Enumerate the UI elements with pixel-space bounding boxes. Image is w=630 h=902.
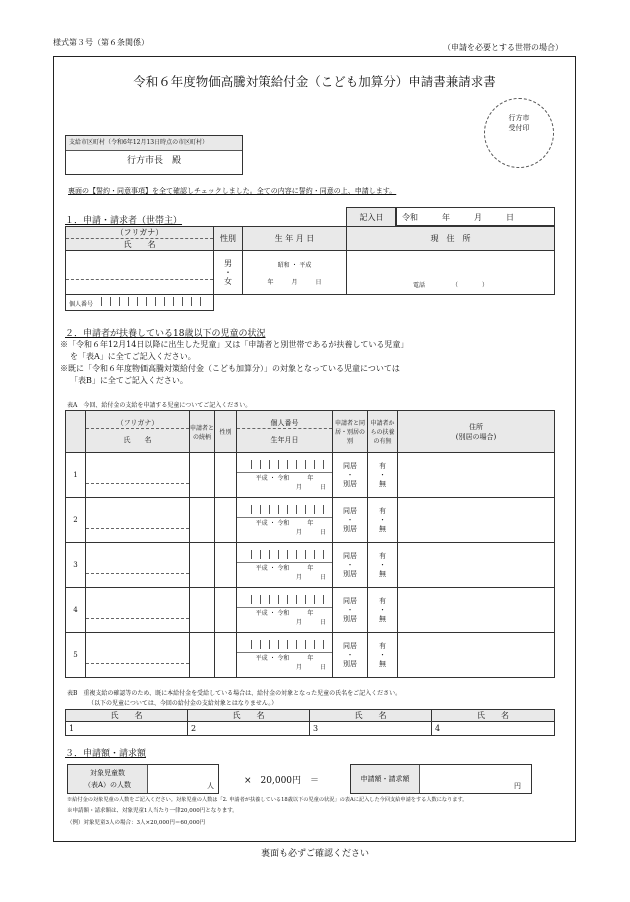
child-gender-field[interactable] bbox=[215, 498, 237, 543]
tableB-caption: 表B 重複支給の確認等のため、既に本給付金を受給している場合は、給付金の対象となった児童の氏名をご記入ください。 bbox=[67, 690, 402, 697]
child-relation-field[interactable] bbox=[190, 633, 215, 678]
child-count-box[interactable]: 対象児童数 （表A）の人数 人 bbox=[67, 764, 219, 794]
child-name-field[interactable] bbox=[86, 588, 190, 633]
page-title: 令和６年度物価高騰対策給付金（こども加算分）申請書兼請求書 bbox=[133, 74, 496, 89]
child-address-field[interactable] bbox=[398, 543, 555, 588]
support-field[interactable]: 有 ・ 無 bbox=[368, 453, 398, 498]
child-dob-field[interactable]: 平成 ・ 令和 年 月 日 bbox=[237, 543, 333, 588]
child-gender-field[interactable] bbox=[215, 588, 237, 633]
section3-note1: ※給付金の対象児童の人数をご記入ください。対象児童の人数は「2. 申請者が扶養している18歳以下の児童の状況」の表Aに記入した今回支給申請をする人数になります。 bbox=[67, 797, 468, 803]
child-dob-field[interactable]: 平成 ・ 令和 年 月 日 bbox=[237, 588, 333, 633]
form-number: 様式第３号（第６条関係） bbox=[53, 38, 149, 47]
support-field[interactable]: 有 ・ 無 bbox=[368, 633, 398, 678]
section2-note2b: 「表B」に全てご記入ください。 bbox=[70, 376, 188, 385]
cohab-field[interactable]: 同居 ・ 別居 bbox=[333, 453, 368, 498]
cohab-field[interactable]: 同居 ・ 別居 bbox=[333, 588, 368, 633]
child-address-field[interactable] bbox=[398, 453, 555, 498]
tableB-subcaption: （以下の児童については、今回の給付金の支給対象とはなりません。） bbox=[88, 700, 278, 707]
entry-date-label: 記入日 bbox=[346, 207, 397, 228]
section2-heading: ２．申請者が扶養している18歳以下の児童の状況 bbox=[65, 329, 266, 339]
cohab-field[interactable]: 同居 ・ 別居 bbox=[333, 498, 368, 543]
child-address-field[interactable] bbox=[398, 588, 555, 633]
applicant-name-field[interactable] bbox=[66, 251, 214, 295]
applicant-dob-field[interactable]: 昭和 ・ 平成 年 月 日 bbox=[243, 251, 347, 295]
child-address-field[interactable] bbox=[398, 498, 555, 543]
section3-heading: ３．申請額・請求額 bbox=[65, 749, 147, 759]
child-name-field[interactable] bbox=[86, 453, 190, 498]
section3-note2: ※申請額・請求額は、対象児童1人当たり一律20,000円となります。 bbox=[67, 808, 238, 814]
child-dob-field[interactable]: 平成 ・ 令和 年 月 日 bbox=[237, 453, 333, 498]
addressee-box: 支給市区町村（令和6年12月13日時点の市区町村） 行方市長 殿 bbox=[65, 135, 243, 175]
tableA-row: 2 平成 ・ 令和 年 月 日 同居 ・ 別居 有 ・ 無 bbox=[66, 498, 555, 543]
section2-note2: ※既に「令和６年度物価高騰対策給付金（こども加算分）」の対象となっている児童については bbox=[60, 364, 400, 373]
tableA-row: 5 平成 ・ 令和 年 月 日 同居 ・ 別居 有 ・ 無 bbox=[66, 633, 555, 678]
support-field[interactable]: 有 ・ 無 bbox=[368, 588, 398, 633]
tableB-name-field[interactable]: 3 bbox=[310, 722, 432, 736]
tableA-row: 1 平成 ・ 令和 年 月 日 同居 ・ 別居 有 ・ 無 bbox=[66, 453, 555, 498]
entry-date-field[interactable]: 令和 年 月 日 bbox=[395, 207, 555, 226]
personal-number-field[interactable]: 個人番号 bbox=[66, 295, 214, 311]
tableA-row: 4 平成 ・ 令和 年 月 日 同居 ・ 別居 有 ・ 無 bbox=[66, 588, 555, 633]
child-gender-field[interactable] bbox=[215, 633, 237, 678]
child-relation-field[interactable] bbox=[190, 498, 215, 543]
tableB-name-field[interactable]: 4 bbox=[432, 722, 555, 736]
applicant-address-field[interactable]: 電話 （ ） bbox=[347, 251, 555, 295]
child-name-field[interactable] bbox=[86, 543, 190, 588]
child-relation-field[interactable] bbox=[190, 588, 215, 633]
child-name-field[interactable] bbox=[86, 498, 190, 543]
tableA-caption: 表A 今回、給付金の支給を申請する児童についてご記入ください。 bbox=[67, 402, 252, 409]
child-relation-field[interactable] bbox=[190, 453, 215, 498]
applicant-table: （フリガナ） 氏 名 性別 生 年 月 日 現 住 所 男 ・ 女 昭和 ・ 平成 年 月 日 電話 （ ） 個人番号 bbox=[65, 226, 555, 311]
consent-text: 裏面の【誓約・同意事項】を全て確認しチェックしました。全ての内容に誓約・同意の上、申請します。 bbox=[68, 187, 397, 195]
footer-note: 裏面も必ずご確認ください bbox=[260, 849, 369, 859]
support-field[interactable]: 有 ・ 無 bbox=[368, 543, 398, 588]
amount-box[interactable]: 申請額・請求額 円 bbox=[350, 764, 532, 794]
child-address-field[interactable] bbox=[398, 633, 555, 678]
section3-example: （例）対象児童3人の場合：3人×20,000円＝60,000円 bbox=[67, 820, 206, 826]
child-dob-field[interactable]: 平成 ・ 令和 年 月 日 bbox=[237, 498, 333, 543]
applicant-gender-field[interactable]: 男 ・ 女 bbox=[214, 251, 243, 295]
child-gender-field[interactable] bbox=[215, 543, 237, 588]
cohab-field[interactable]: 同居 ・ 別居 bbox=[333, 543, 368, 588]
section2-note1: ※「令和６年12月14日以降に出生した児童」又は「申請者と別世帯であるが扶養している児童」 bbox=[60, 340, 409, 349]
cohab-field[interactable]: 同居 ・ 別居 bbox=[333, 633, 368, 678]
tableA: （フリガナ） 氏 名 申請者との続柄 性別 個人番号 生年月日 申請者と同居・別居の別 申請者からの扶養の有無 住所 (別居の場合) 1 平成 ・ 令和 年 月 日 同居 ・ 別居 有 ・ 無 2 平成 ・ 令和 年 月 日 同居 ・ 別居 有 ・ 無 3 平成 ・ 令和 年 月 日 同居 ・ 別居 有 ・ 無 4 平成 ・ 令和 年 月 日 同居 ・ 別居 有 ・ 無 5 平成 ・ 令和 年 月 日 同居 ・ 別居 有 ・ 無 bbox=[65, 410, 555, 678]
section2-note1b: を「表A」に全てご記入ください。 bbox=[70, 352, 196, 361]
child-relation-field[interactable] bbox=[190, 543, 215, 588]
tableB-name-field[interactable]: 2 bbox=[188, 722, 310, 736]
tableA-row: 3 平成 ・ 令和 年 月 日 同居 ・ 別居 有 ・ 無 bbox=[66, 543, 555, 588]
support-field[interactable]: 有 ・ 無 bbox=[368, 498, 398, 543]
tableB-name-field[interactable]: 1 bbox=[66, 722, 188, 736]
child-name-field[interactable] bbox=[86, 633, 190, 678]
formula-text: × 20,000円 ＝ bbox=[244, 776, 320, 786]
child-gender-field[interactable] bbox=[215, 453, 237, 498]
form-note: （申請を必要とする世帯の場合） bbox=[443, 43, 563, 52]
child-dob-field[interactable]: 平成 ・ 令和 年 月 日 bbox=[237, 633, 333, 678]
section1-heading: １．申請・請求者（世帯主） bbox=[65, 216, 183, 226]
reception-stamp: 行方市 受付印 bbox=[484, 98, 554, 168]
tableB: 氏 名 氏 名 氏 名 氏 名 1 2 3 4 bbox=[65, 709, 555, 736]
